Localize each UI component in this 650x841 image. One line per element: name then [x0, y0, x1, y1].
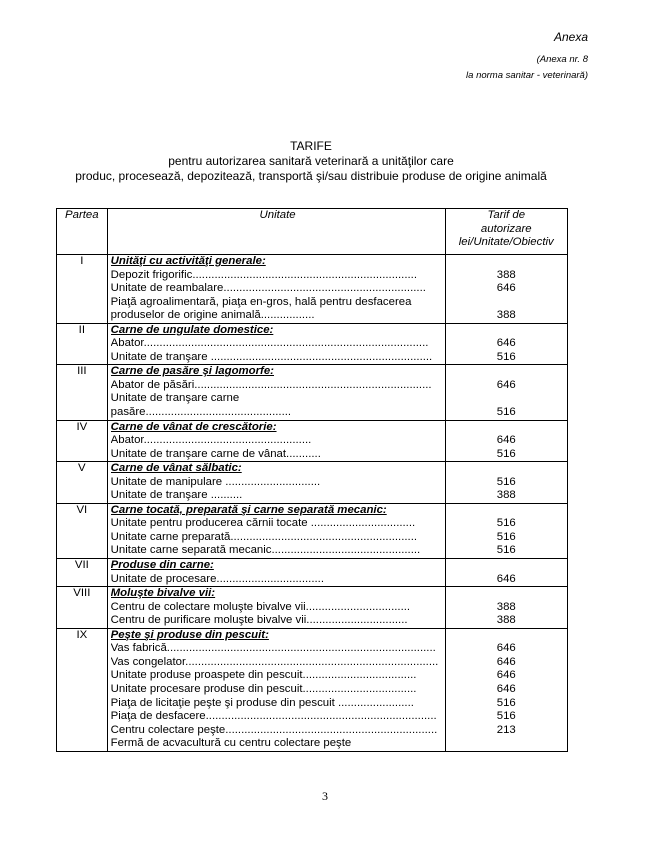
unit-cell	[107, 559, 445, 587]
tariff-value: 646	[496, 572, 516, 585]
table-header-row	[57, 209, 568, 255]
page-number: 3	[322, 789, 328, 803]
group-title: Carne de pasăre şi lagomorfe:	[110, 365, 274, 378]
tariff-value: 516	[496, 710, 516, 723]
tariff-value: 646	[496, 655, 516, 668]
table-row	[57, 462, 568, 504]
tariff-value: 388	[496, 600, 516, 613]
tariff-value: 516	[496, 475, 516, 488]
tariff-value: 516	[496, 350, 516, 363]
group-title: Carne de vânat de crescătorie:	[110, 420, 277, 433]
norm-reference: la norma sanitar - veterinară)	[466, 70, 588, 81]
unit-line: pasăre..............................................	[110, 406, 292, 419]
title-line-1: pentru autorizarea sanitară veterinară a unităţilor care	[168, 154, 454, 168]
tariff-value: 516	[496, 517, 516, 530]
table-row	[57, 559, 568, 587]
table-row	[57, 587, 568, 629]
tariff-value: 646	[496, 378, 516, 391]
table-row	[57, 323, 568, 365]
unit-line: Vas congelator................................................................................	[110, 655, 439, 668]
unit-line: Unitate pentru producerea cărnii tocate .................................	[110, 517, 416, 530]
unit-cell	[107, 365, 445, 420]
annex-label: Anexa	[553, 30, 588, 44]
tariff-cell	[445, 587, 567, 629]
unit-line: Unitate carne separată mecanic...............................................	[110, 544, 421, 557]
tariff-cell	[445, 420, 567, 462]
group-title: Unităţi cu activităţi generale:	[110, 255, 266, 267]
tariff-cell	[445, 462, 567, 504]
header-tariff-line-3: lei/Unitate/Obiectiv	[458, 236, 554, 249]
unit-line: Abator de păsări...........................................................................	[110, 378, 432, 391]
tariff-table	[56, 208, 568, 752]
unit-cell	[107, 503, 445, 558]
group-title: Carne de ungulate domestice:	[110, 323, 274, 336]
unit-line: Centru de purificare moluşte bivalve vii................................	[110, 614, 408, 627]
tariff-value: 516	[496, 447, 516, 460]
tariff-spacer	[446, 255, 567, 269]
tariff-value: 516	[496, 406, 516, 419]
part-number: II	[57, 323, 108, 365]
tariff-cell	[445, 255, 567, 324]
unit-line: Abator.....................................................	[110, 434, 312, 447]
unit-cell	[107, 587, 445, 629]
unit-line: Unitate de manipulare ..............................	[110, 475, 321, 488]
tariff-spacer	[446, 629, 567, 643]
title-line-2: produc, procesează, depozitează, transportă şi/sau distribuie produse de origine animală	[75, 169, 547, 183]
table-row	[57, 628, 568, 751]
part-number: VI	[57, 503, 108, 558]
part-number: IV	[57, 420, 108, 462]
tariff-spacer	[446, 365, 567, 379]
unit-line: Unitate de procesare..................................	[110, 572, 324, 585]
header-part: Partea	[57, 209, 108, 255]
unit-line: Piaţa de desfacere.........................................................................	[110, 710, 437, 723]
unit-cell	[107, 628, 445, 751]
unit-cell	[107, 462, 445, 504]
part-number: I	[57, 255, 108, 324]
part-number: III	[57, 365, 108, 420]
tariff-value: 646	[496, 337, 516, 350]
unit-line: Abator..........................................................................................	[110, 337, 429, 350]
unit-line: Fermă de acvacultură cu centru colectare peşte	[110, 737, 352, 750]
unit-line: Piaţa de licitaţie peşte şi produse din pescuit ........................	[110, 696, 414, 709]
header-tariff-line-1: Tarif de	[487, 209, 526, 221]
unit-line: Unitate procesare produse din pescuit....................................	[110, 682, 417, 695]
tariff-value: 388	[496, 268, 516, 281]
tariff-value: 516	[496, 696, 516, 709]
part-number: VII	[57, 559, 108, 587]
group-title: Carne de vânat sălbatic:	[110, 462, 242, 475]
table-row	[57, 255, 568, 324]
tariff-value: 646	[496, 434, 516, 447]
unit-line: Unitate produse proaspete din pescuit....................................	[110, 669, 417, 682]
unit-line: Vas fabrică.....................................................................................	[110, 642, 436, 655]
header-tariff-line-2: autorizare	[480, 222, 532, 235]
tariff-value: 516	[496, 544, 516, 557]
tariff-spacer	[446, 559, 567, 573]
table-row	[57, 503, 568, 558]
unit-line: Centru de colectare moluşte bivalve vii.................................	[110, 600, 411, 613]
tariff-value: 646	[496, 669, 516, 682]
annex-reference: (Anexa nr. 8	[536, 54, 588, 65]
tariff-value	[446, 737, 567, 751]
table-row	[57, 365, 568, 420]
tariff-value: 646	[496, 642, 516, 655]
unit-cell	[107, 255, 445, 324]
tariff-value: 213	[496, 723, 516, 736]
unit-line: Unitate de reambalare................................................................	[110, 282, 426, 295]
part-number: IX	[57, 628, 108, 751]
unit-line: Unitate de tranşare ..........	[110, 489, 243, 502]
tariff-value: 646	[496, 282, 516, 295]
tariff-value	[446, 296, 567, 310]
tariff-spacer	[446, 421, 567, 435]
unit-line: Centru colectare peşte...................................................................	[110, 723, 438, 736]
tariff-spacer	[446, 462, 567, 476]
tariff-spacer	[446, 504, 567, 518]
tariff-value: 388	[496, 489, 516, 502]
tariff-value: 516	[496, 530, 516, 543]
title-main: TARIFE	[290, 139, 332, 153]
tariff-value	[446, 392, 567, 406]
group-title: Carne tocată, preparată şi carne separată mecanic:	[110, 503, 387, 516]
tariff-value: 388	[496, 614, 516, 627]
tariff-value: 388	[496, 309, 516, 322]
part-number: VIII	[57, 587, 108, 629]
group-title: Moluşte bivalve vii:	[110, 587, 216, 600]
header-unit: Unitate	[107, 209, 445, 255]
tariff-cell	[445, 365, 567, 420]
unit-line: Unitate carne preparată...........................................................	[110, 530, 418, 543]
table-body	[57, 255, 568, 752]
tariff-cell	[445, 559, 567, 587]
group-title: Peşte şi produse din pescuit:	[110, 628, 269, 641]
unit-line: Unitate de tranşare ......................................................................	[110, 350, 433, 363]
unit-line: Piaţă agroalimentară, piaţa en-gros, hală pentru desfacerea	[110, 295, 412, 308]
group-title: Produse din carne:	[110, 559, 214, 572]
unit-line: produselor de origine animală.................	[110, 309, 315, 322]
tariff-cell	[445, 503, 567, 558]
tariff-cell	[445, 323, 567, 365]
unit-line: Unitate de tranşare carne	[110, 392, 240, 405]
tariff-spacer	[446, 324, 567, 338]
document-title	[56, 139, 566, 184]
part-number: V	[57, 462, 108, 504]
unit-line: Depozit frigorific.......................................................................	[110, 268, 418, 281]
tariff-cell	[445, 628, 567, 751]
unit-line: Unitate de tranşare carne de vânat...........	[110, 447, 321, 460]
unit-cell	[107, 420, 445, 462]
tariff-spacer	[446, 587, 567, 601]
table-row	[57, 420, 568, 462]
header-tariff	[445, 209, 567, 255]
tariff-value: 646	[496, 682, 516, 695]
unit-cell	[107, 323, 445, 365]
